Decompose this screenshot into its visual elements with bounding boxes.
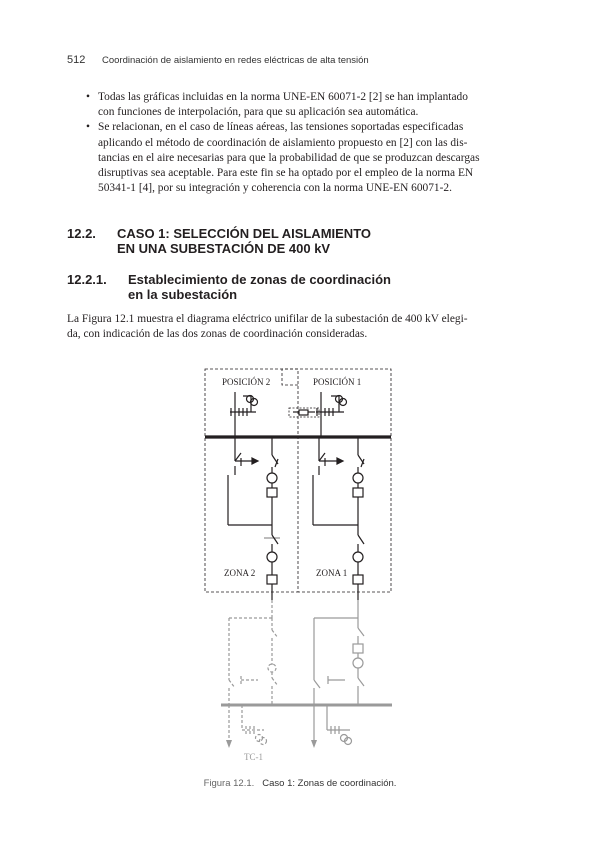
bullet-dot: •: [86, 91, 90, 103]
paragraph-line: da, con indicación de las dos zonas de coordinación consideradas.: [67, 328, 368, 341]
bullet-line: con funciones de interpolación, para que su aplicación sea automática.: [98, 106, 419, 119]
bullet-line: tancias en el aire necesarias para que la probabilidad de que se produzcan descargas: [98, 151, 480, 164]
feeder-left: [229, 600, 278, 745]
bullet-line: 50341-1 [4], por su integración y coherencia con la norma UNE-EN 60071-2.: [98, 182, 452, 195]
caption-text: Caso 1: Zonas de coordinación.: [262, 778, 397, 789]
page-number: 512: [67, 54, 86, 66]
subsection-number: 12.2.1.: [67, 272, 107, 287]
bullet-dot: •: [86, 121, 90, 134]
label-posicion-2: POSICIÓN 2: [222, 377, 271, 387]
paragraph-line: La Figura 12.1 muestra el diagrama eléctrico unifilar de la subestación de 400 kV elegi-: [67, 313, 468, 325]
bullet-line: Se relacionan, en el caso de líneas aéreas, las tensiones soportadas especificadas: [98, 121, 464, 134]
busbar-element: [289, 408, 319, 417]
label-posicion-1: POSICIÓN 1: [313, 377, 362, 387]
feeder-right: [314, 600, 364, 745]
subsection-title-line2: en la subestación: [128, 287, 238, 302]
label-tc-1: TC-1: [244, 752, 263, 762]
feeder-left-arrow: [226, 740, 232, 748]
bullet-line: aplicando el método de coordinación de aislamiento propuesto en [2] con las dis-: [98, 136, 468, 149]
feeder-right-arrow: [311, 740, 317, 748]
section-title-line1: CASO 1: SELECCIÓN DEL AISLAMIENTO: [117, 226, 372, 241]
bullet-line: disruptivas sea aceptable. Para este fin se ha optado por el empleo de la norma EN: [98, 167, 474, 180]
subsection-title-line1: Establecimiento de zonas de coordinación: [128, 272, 391, 287]
vt-posicion-2: [230, 392, 258, 437]
bullet-line: Todas las gráficas incluidas en la norma UNE-EN 60071-2 [2] se han implantado: [98, 91, 468, 103]
section-title-line2: EN UNA SUBESTACIÓN DE 400 kV: [117, 241, 331, 256]
figure-caption: [0, 778, 600, 789]
caption-label: Figura 12.1.: [203, 778, 255, 789]
vt-posicion-1: [316, 392, 347, 437]
label-zona-1: ZONA 1: [316, 568, 348, 578]
section-number: 12.2.: [67, 226, 96, 241]
label-zona-2: ZONA 2: [224, 568, 256, 578]
running-title: Coordinación de aislamiento en redes eléctricas de alta tensión: [102, 55, 369, 66]
